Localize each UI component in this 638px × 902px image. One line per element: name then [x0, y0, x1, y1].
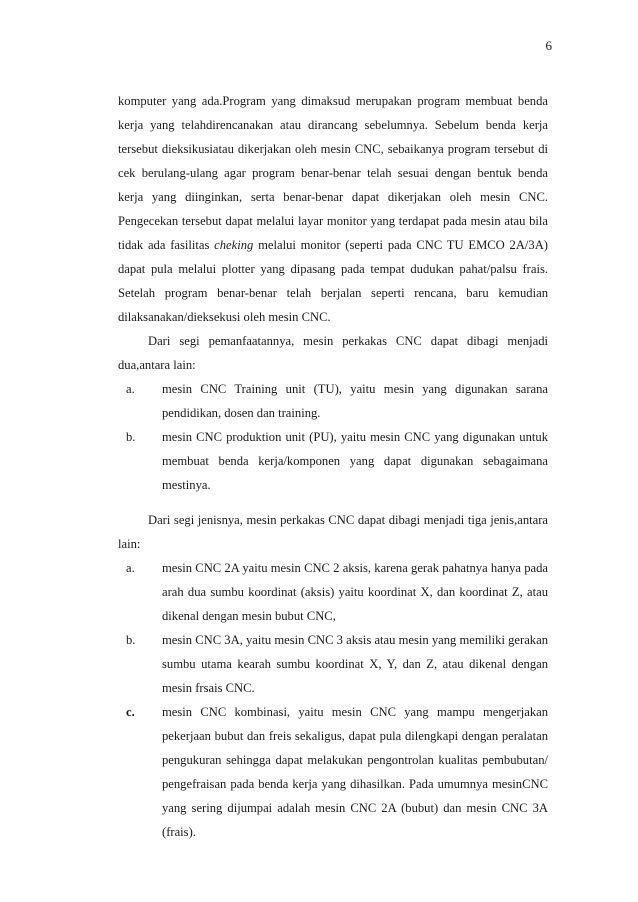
list-marker: c. — [126, 705, 135, 719]
list-item — [124, 628, 548, 700]
list-marker: b. — [126, 430, 136, 444]
utilization-list — [118, 377, 548, 497]
list-item-text: mesin CNC 2A yaitu mesin CNC 2 aksis, karena gerak pahatnya hanya pada arah dua sumbu koordinat (aksis) yaitu koordinat X, dan koordinat Z, atau dikenal dengan mesin bubut CNC, — [162, 561, 548, 623]
document-body — [118, 89, 548, 844]
list-item — [124, 425, 548, 497]
paragraph-utilization: Dari segi pemanfaatannya, mesin perkakas CNC dapat dibagi menjadi dua,antara lain: — [118, 334, 548, 372]
page-number: 6 — [545, 38, 552, 53]
italic-term: cheking — [214, 238, 254, 252]
list-item-text: mesin CNC kombinasi, yaitu mesin CNC yang mampu mengerjakan pekerjaan bubut dan freis sekaligus, dapat pula dilengkapi dengan peralatan pengukuran sehingga dapat melakukan pengontrolan kualitas pembubutan/ pengefraisan pada benda kerja yang dihasilkan. Pada umumnya mesinCNC yang sering dijumpai adalah mesin CNC 2A (bubut) dan mesin CNC 3A (frais). — [162, 705, 548, 839]
list-marker: b. — [126, 633, 136, 647]
list-item — [124, 700, 548, 844]
list-item — [124, 556, 548, 628]
paragraph-text: melalui monitor (seperti pada CNC TU EMCO 2A/3A) dapat pula melalui plotter yang dipasang pada tempat dudukan pahat/palsu frais. Setelah program benar-benar telah berjalan seperti rencana, baru kemudian dilaksanakan/dieksekusi oleh mesin CNC. — [118, 238, 549, 324]
types-list — [118, 556, 548, 844]
paragraph-types: Dari segi jenisnya, mesin perkakas CNC dapat dibagi menjadi tiga jenis,antara lain: — [118, 513, 548, 551]
list-marker: a. — [126, 382, 135, 396]
list-item-text: mesin CNC produktion unit (PU), yaitu mesin CNC yang digunakan untuk membuat benda kerja/komponen yang dapat digunakan sebagaimana mestinya. — [162, 430, 548, 492]
list-item — [124, 377, 548, 425]
paragraph-text: komputer yang ada.Program yang dimaksud merupakan program membuat benda kerja yang telahdirencanakan atau dirancang sebelumnya. Sebelum benda kerja tersebut dieksikusiatau dikerjakan oleh mesin CNC, sebaikanya program tersebut di cek berulang-ulang agar program benar-benar telah sesuai dengan bentuk benda kerja yang diinginkan, serta benar-benar dapat dikerjakan oleh mesin CNC. Pengecekan tersebut dapat melalui layar monitor yang terdapat pada mesin atau bila tidak ada fasilitas — [118, 94, 548, 252]
paragraph-program-check — [118, 89, 548, 329]
list-marker: a. — [126, 561, 135, 575]
list-item-text: mesin CNC Training unit (TU), yaitu mesin yang digunakan sarana pendidikan, dosen dan training. — [162, 382, 548, 420]
list-item-text: mesin CNC 3A, yaitu mesin CNC 3 aksis atau mesin yang memiliki gerakan sumbu utama kearah sumbu koordinat X, Y, dan Z, atau dikenal dengan mesin frsais CNC. — [162, 633, 548, 695]
